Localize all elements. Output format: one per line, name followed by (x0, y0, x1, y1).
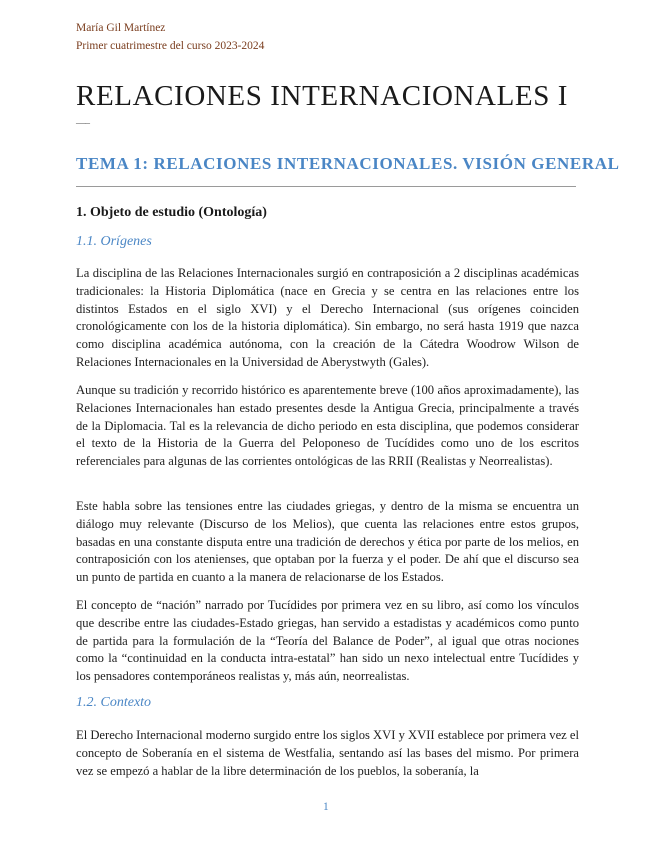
paragraph: La disciplina de las Relaciones Internacionales surgió en contraposición a 2 disciplinas académicas tradicionales: la Historia Diplomática (nace en Grecia y se centra en las relaciones entre los distintos Estados en el siglo XVI) y el Derecho Internacional (sus orígenes coinciden cronológicamente con los de la historia diplomática). Sin embargo, no será hasta 1919 que nazca como disciplina académica autónoma, con la creación de la Cátedra Woodrow Wilson de Relaciones Internacionales en la Universidad de Aberystwyth (Gales). (76, 266, 579, 369)
paragraph: El concepto de “nación” narrado por Tucídides por primera vez en su libro, así como los vínculos que describe entre las ciudades-Estado griegas, han servido a estadistas y académicos como punto de partida para la formulación de la “Teoría del Balance de Poder”, al igual que otras nociones como la “continuidad en la conducta intra-estatal” han sido un nexo intelectual entre Tucídides y los pensadores contemporáneos realistas y, más aún, neorrealistas. (76, 598, 579, 684)
tema-heading: TEMA 1: RELACIONES INTERNACIONALES. VISIÓN GENERAL (76, 154, 620, 173)
header-course: Primer cuatrimestre del curso 2023-2024 (76, 40, 265, 52)
paragraph: Este habla sobre las tensiones entre las ciudades griegas, y dentro de la misma se encuentra un diálogo muy relevante (Discurso de los Melios), que cuenta las relaciones entre estos grupos, basadas en una constante disputa entre una tradición de derechos y ética por parte de los melios, en contraposición con los atenienses, que optaban por la fuerza y el poder. De ahí que el discurso sea un punto de partida en cuanto a la manera de relacionarse de los Estados. (76, 499, 579, 585)
header-author: María Gil Martínez (76, 22, 166, 34)
subsection-heading-contexto: 1.2. Contexto (76, 695, 152, 710)
document-page (76, 0, 620, 848)
paragraph: El Derecho Internacional moderno surgido entre los siglos XVI y XVII establece por primera vez el concepto de Soberanía en el sistema de Westfalia, sentando así las bases del mismo. Por primera vez se empezó a hablar de la libre determinación de los pueblos, la soberanía, la (76, 728, 579, 778)
subsection-heading-origenes: 1.1. Orígenes (76, 234, 152, 249)
page-number: 1 (323, 801, 329, 813)
paragraph: Aunque su tradición y recorrido histórico es aparentemente breve (100 años aproximadamente), las Relaciones Internacionales han estado presentes desde la Antigua Grecia, principalmente a través de la Diplomacia. Tal es la relevancia de dicho periodo en esta disciplina, que podemos considerar el texto de la Historia de la Guerra del Peloponeso de Tucídides como uno de los escritos referenciales para algunas de las corrientes ontológicas de las RRII (Realistas y Neorrealistas). (76, 383, 579, 469)
section-heading: 1. Objeto de estudio (Ontología) (76, 205, 267, 220)
title-dash: —– (76, 118, 89, 129)
document-title: RELACIONES INTERNACIONALES I (76, 80, 569, 112)
heading-divider (76, 186, 576, 187)
